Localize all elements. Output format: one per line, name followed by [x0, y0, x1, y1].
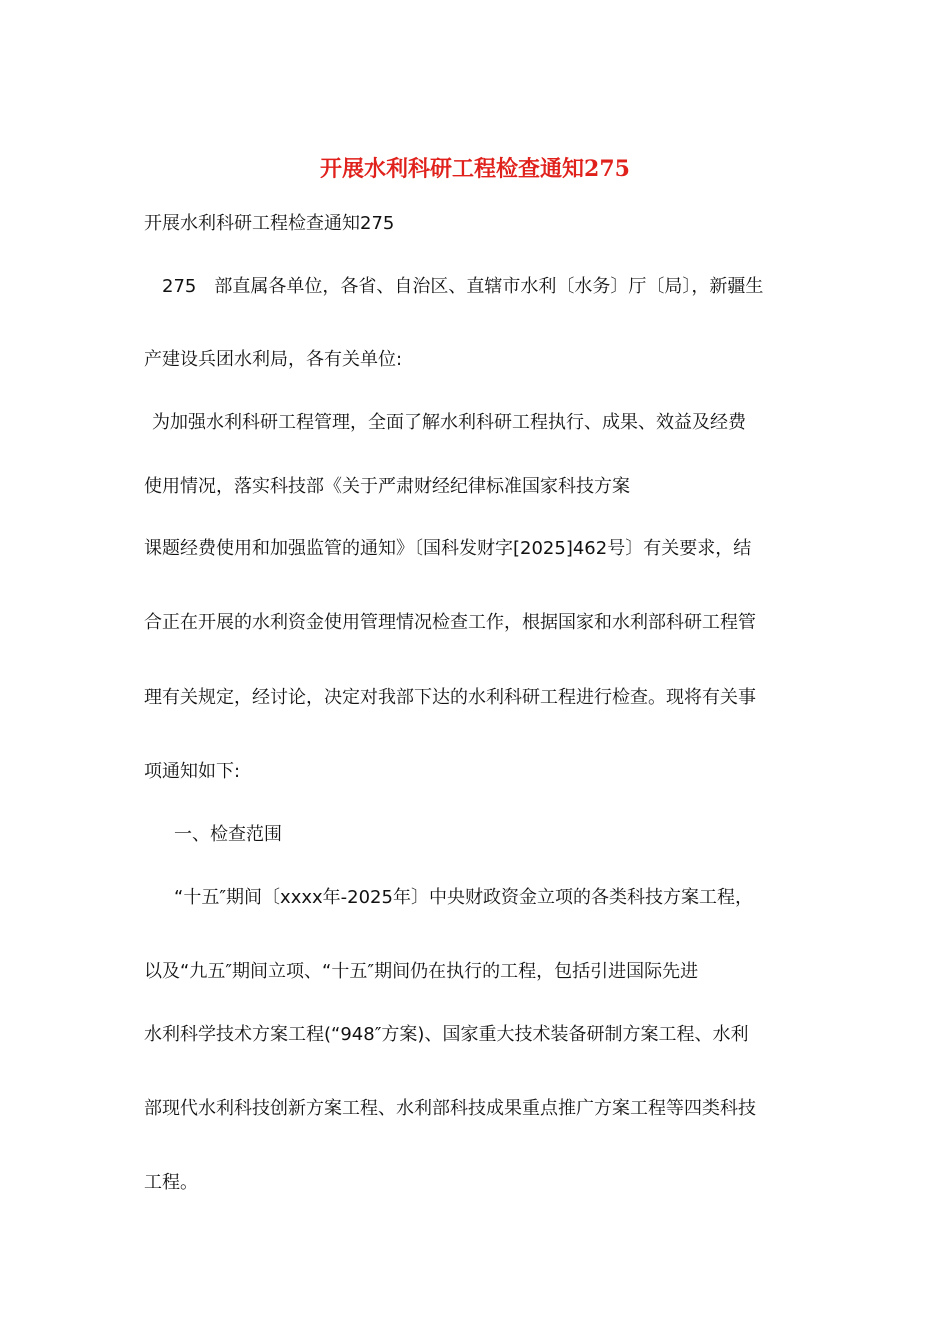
body-line: 部现代水利科技创新方案工程、水利部科技成果重点推广方案工程等四类科技: [144, 1098, 756, 1119]
body-line: 水利科学技术方案工程(“948″方案)、国家重大技术装备研制方案工程、水利: [144, 1024, 749, 1045]
section-heading: 一、检查范围: [174, 824, 282, 845]
body-line: 275 部直属各单位，各省、自治区、直辖市水利〔水务〕厅〔局〕，新疆生: [162, 276, 764, 297]
body-line: “十五″期间〔xxxx年-2025年〕中央财政资金立项的各类科技方案工程，: [174, 887, 753, 908]
body-line: 产建设兵团水利局，各有关单位:: [144, 349, 403, 370]
body-line: 以及“九五″期间立项、“十五″期间仍在执行的工程，包括引进国际先进: [144, 961, 699, 982]
document-title: 开展水利科研工程检查通知275: [320, 156, 630, 182]
body-line: 课题经费使用和加强监管的通知》〔国科发财字[2025]462号〕有关要求，结: [144, 538, 752, 559]
subtitle-line: 开展水利科研工程检查通知275: [144, 213, 395, 234]
body-line: 合正在开展的水利资金使用管理情况检查工作，根据国家和水利部科研工程管: [144, 612, 756, 633]
body-line: 使用情况，落实科技部《关于严肃财经纪律标准国家科技方案: [144, 476, 630, 497]
body-line: 项通知如下:: [144, 761, 241, 782]
body-line: 理有关规定，经讨论，决定对我部下达的水利科研工程进行检查。现将有关事: [144, 687, 756, 708]
body-line: 工程。: [144, 1172, 198, 1193]
body-line: 为加强水利科研工程管理，全面了解水利科研工程执行、成果、效益及经费: [152, 412, 746, 433]
